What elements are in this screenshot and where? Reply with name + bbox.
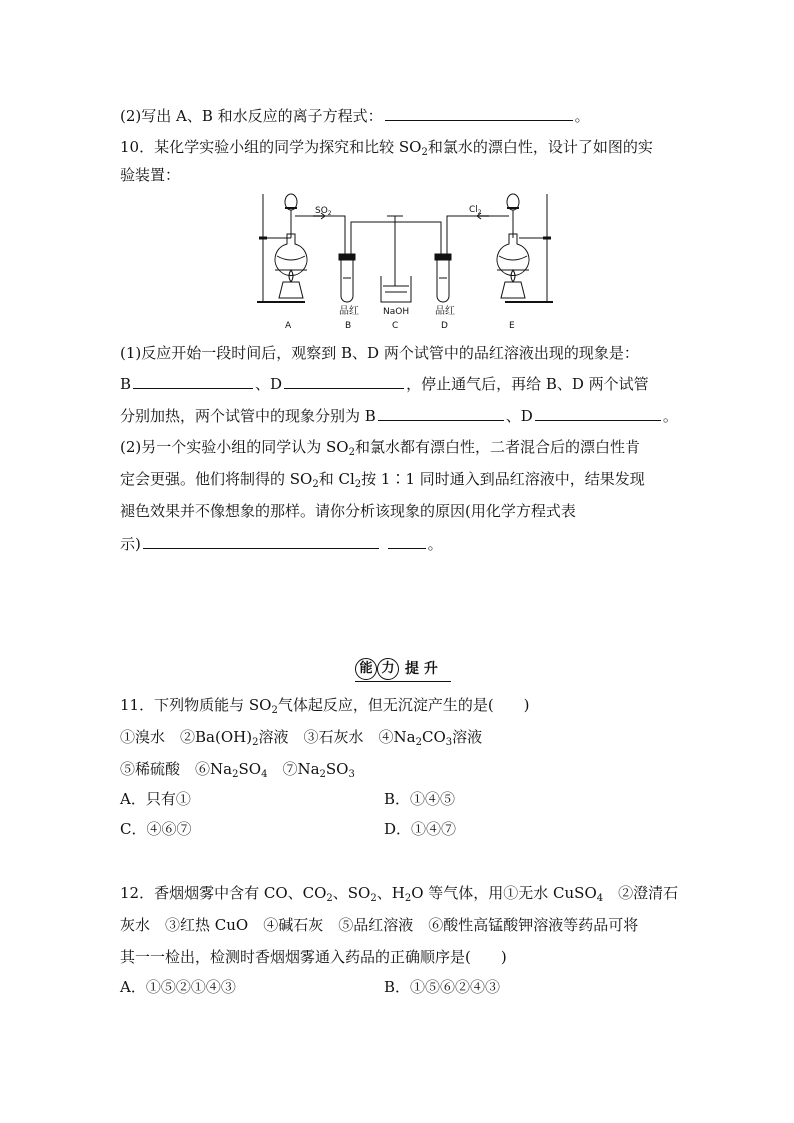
letter-a: A bbox=[285, 321, 292, 331]
q11-item: ①溴水 bbox=[120, 728, 166, 746]
tube-de bbox=[447, 216, 509, 260]
q10-intro-line2 bbox=[120, 164, 180, 186]
q11-item: ④Na bbox=[378, 728, 416, 746]
subscript: 2 bbox=[404, 893, 412, 904]
q10-part2-text: (2)另一个实验小组的同学认为 SO bbox=[120, 438, 349, 456]
q11-option-b[interactable]: B．①④⑤ bbox=[384, 790, 456, 808]
q10-part2-text: 示) bbox=[120, 535, 141, 553]
answer-blank-b[interactable] bbox=[133, 372, 253, 389]
burner-e bbox=[501, 282, 525, 298]
answer-blank-d-heat[interactable] bbox=[535, 404, 661, 421]
cl2-label: $Cl_2$ bbox=[469, 205, 482, 216]
subscript: 3 bbox=[348, 769, 355, 780]
q12-option-b[interactable]: B．①⑤⑥②④③ bbox=[384, 978, 501, 996]
b-reagent-label: 品红 bbox=[339, 306, 359, 317]
q11-item: ③石灰水 bbox=[303, 728, 364, 746]
q12-line1 bbox=[120, 882, 678, 904]
subscript: 2 bbox=[421, 147, 428, 158]
q11-items-line2 bbox=[120, 758, 355, 780]
q11-item: SO bbox=[325, 760, 349, 778]
q10-intro-text: 验装置： bbox=[120, 166, 181, 184]
answer-blank[interactable] bbox=[385, 104, 573, 121]
q11-option-c[interactable]: C．④⑥⑦ bbox=[120, 820, 192, 838]
subscript: 2 bbox=[319, 769, 326, 780]
section-badge-2: 力 bbox=[377, 658, 399, 680]
c-reagent-label: NaOH bbox=[383, 307, 410, 317]
subscript: 3 bbox=[445, 737, 453, 748]
letter-c: C bbox=[392, 321, 399, 331]
q10-part1-line2 bbox=[120, 372, 649, 395]
q10-part1-line1 bbox=[120, 342, 639, 364]
subscript: 2 bbox=[232, 769, 239, 780]
subscript: 2 bbox=[354, 479, 362, 490]
section-rule bbox=[355, 681, 451, 682]
subscript: 2 bbox=[326, 893, 333, 904]
test-tube-b bbox=[341, 256, 353, 302]
subscript: 2 bbox=[252, 737, 259, 748]
answer-blank-d[interactable] bbox=[284, 372, 404, 389]
q10-part2-text: 和 Cl bbox=[318, 470, 355, 488]
q11-items-line1 bbox=[120, 726, 482, 748]
q10-part2-line4 bbox=[120, 532, 443, 555]
letter-b: B bbox=[345, 321, 352, 331]
section-heading bbox=[355, 656, 451, 682]
subscript: 2 bbox=[312, 479, 319, 490]
q10-part1-text: 、D bbox=[255, 375, 283, 393]
q12-text: O 等气体，用①无水 CuSO bbox=[411, 884, 597, 902]
q12-line3 bbox=[120, 946, 507, 968]
q11-stem-text: 气体起反应，但无沉淀产生的是( ) bbox=[277, 696, 530, 714]
q11-item: ⑥Na bbox=[195, 760, 233, 778]
q12-text: 、H bbox=[376, 884, 405, 902]
subscript: 2 bbox=[370, 893, 377, 904]
q11-item: 溶液 bbox=[452, 728, 483, 746]
q12-text: 、SO bbox=[332, 884, 371, 902]
q10-part2-text: 。 bbox=[427, 535, 443, 553]
q10-part1-text: 分别加热，两个试管中的现象分别为 B bbox=[120, 407, 376, 425]
q10-part2-line1 bbox=[120, 436, 640, 458]
q10-part2-line3 bbox=[120, 500, 576, 522]
q10-intro-text: 10．某化学实验小组的同学为探究和比较 SO bbox=[120, 138, 422, 156]
tube-bd bbox=[351, 222, 441, 260]
q11-item: SO bbox=[238, 760, 262, 778]
q9-part2-end: 。 bbox=[574, 107, 590, 125]
q10-part1-text: (1)反应开始一段时间后，观察到 B、D 两个试管中的品红溶液出现的现象是： bbox=[120, 344, 639, 362]
q12-option-a[interactable]: A．①⑤②①④③ bbox=[120, 978, 236, 996]
q11-stem-text: 11．下列物质能与 SO bbox=[120, 696, 272, 714]
q10-part1-text: ，停止通气后，再给 B、D 两个试管 bbox=[406, 375, 649, 393]
test-tube-d bbox=[437, 256, 449, 302]
burner-a bbox=[279, 282, 303, 298]
subscript: 2 bbox=[348, 447, 355, 458]
q10-part2-text: 按 1∶1 同时通入到品红溶液中，结果发现 bbox=[361, 470, 645, 488]
q12-line2 bbox=[120, 914, 638, 936]
q10-part2-text: 和氯水都有漂白性，二者混合后的漂白性肯 bbox=[354, 438, 640, 456]
q11-item: CO bbox=[421, 728, 446, 746]
subscript: 4 bbox=[261, 769, 268, 780]
apparatus-diagram bbox=[255, 186, 555, 334]
q10-intro-text: 和氯水的漂白性，设计了如图的实 bbox=[427, 138, 653, 156]
section-title-rest: 提 升 bbox=[405, 661, 438, 677]
letter-e: E bbox=[509, 321, 515, 331]
q9-part2 bbox=[120, 104, 590, 127]
answer-blank-equation-2[interactable] bbox=[388, 532, 426, 549]
q11-stem bbox=[120, 694, 530, 716]
q10-part2-line2 bbox=[120, 468, 645, 490]
q12-text: 12．香烟烟雾中含有 CO、CO bbox=[120, 884, 327, 902]
section-badge-1: 能 bbox=[355, 658, 377, 680]
q11-item: 溶液 bbox=[258, 728, 289, 746]
beaker-c bbox=[381, 276, 411, 302]
subscript: 2 bbox=[415, 737, 422, 748]
q11-item: ②Ba(OH) bbox=[180, 728, 253, 746]
q9-part2-text: (2)写出 A、B 和水反应的离子方程式： bbox=[120, 107, 383, 125]
q11-option-d[interactable]: D．①④⑦ bbox=[384, 820, 457, 838]
letter-d: D bbox=[441, 321, 448, 331]
tube-ab bbox=[295, 216, 345, 260]
subscript: 4 bbox=[596, 893, 604, 904]
q11-item: ⑤稀硫酸 bbox=[120, 760, 181, 778]
q12-text: 灰水 ③红热 CuO ④碱石灰 ⑤品红溶液 ⑥酸性高锰酸钾溶液等药品可将 bbox=[120, 916, 639, 934]
q10-part1-text: B bbox=[120, 375, 132, 393]
answer-blank-equation[interactable] bbox=[143, 532, 379, 549]
q11-option-a[interactable]: A．只有① bbox=[120, 790, 191, 808]
q10-intro-line1 bbox=[120, 136, 653, 158]
q12-text: 其一一检出，检测时香烟烟雾通入药品的正确顺序是( ) bbox=[120, 948, 507, 966]
q12-text: ②澄清石 bbox=[603, 884, 679, 902]
so2-label: $SO_2$ bbox=[315, 206, 332, 217]
q10-part1-line3 bbox=[120, 404, 678, 427]
q10-part2-text: 定会更强。他们将制得的 SO bbox=[120, 470, 313, 488]
d-reagent-label: 品红 bbox=[435, 306, 455, 317]
q11-item: ⑦Na bbox=[282, 760, 320, 778]
subscript: 2 bbox=[271, 705, 278, 716]
q10-part1-text: 、D bbox=[505, 407, 533, 425]
q10-part1-text: 。 bbox=[662, 407, 678, 425]
q10-part2-text: 褪色效果并不像想象的那样。请你分析该现象的原因(用化学方程式表 bbox=[120, 502, 576, 520]
answer-blank-b-heat[interactable] bbox=[378, 404, 504, 421]
